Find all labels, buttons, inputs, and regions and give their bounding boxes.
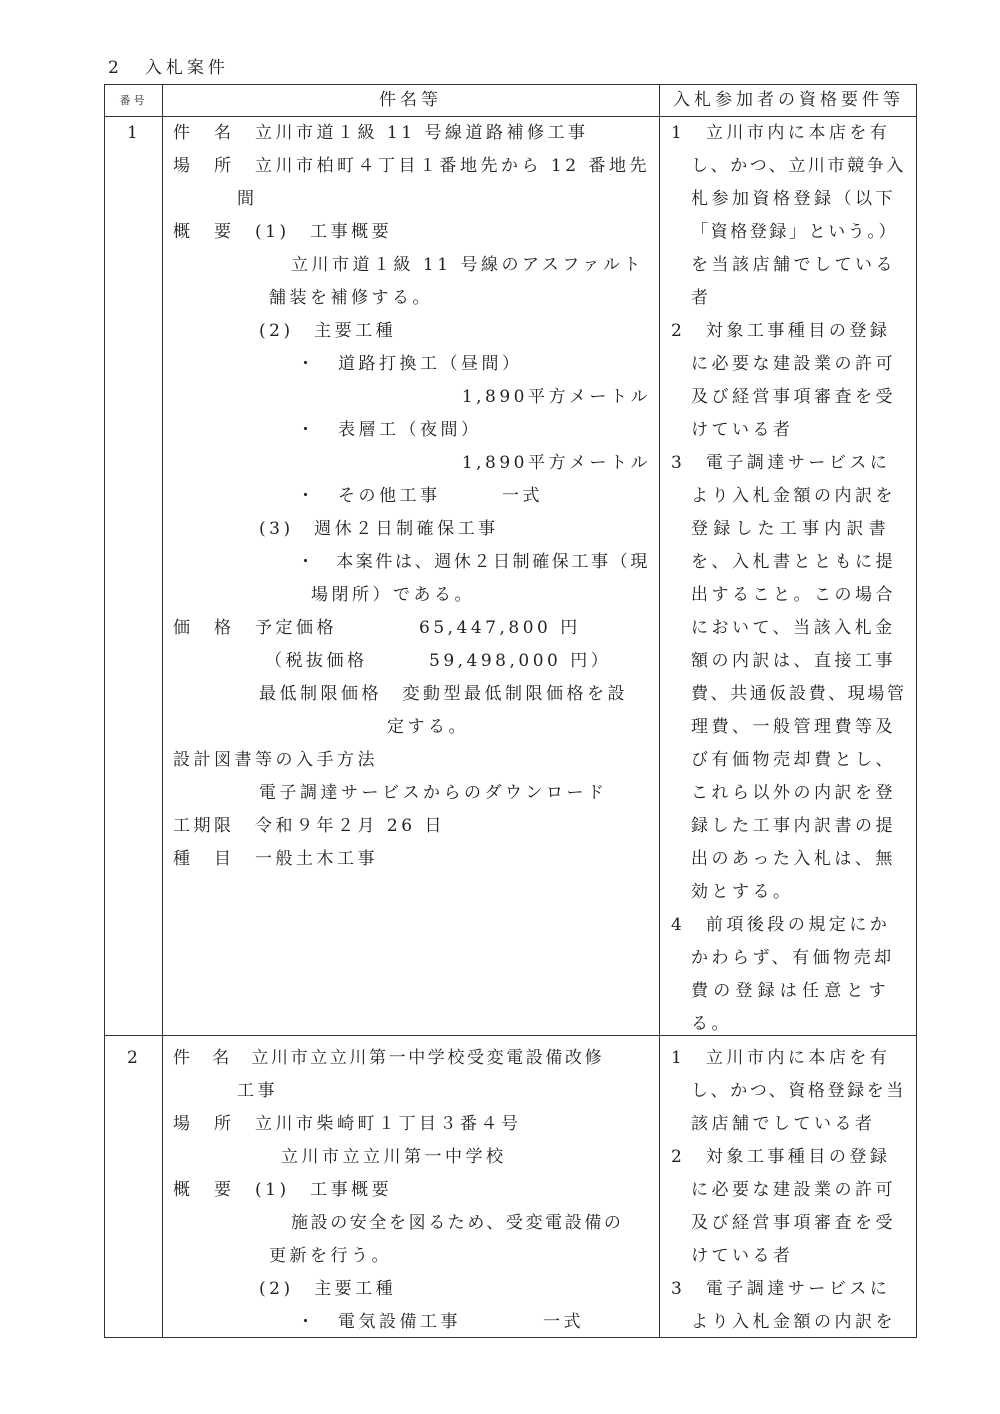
subject-line: 施設の安全を図るため、受変電設備の — [291, 1213, 624, 1233]
qual-line: 4 前項後段の規定にか — [671, 915, 891, 935]
qual-line: 費、共通仮設費、現場管 — [691, 684, 907, 704]
qual-line: 2 対象工事種目の登録 — [671, 321, 891, 341]
subject-line: 概 要 (1) 工事概要 — [173, 1180, 393, 1200]
subject-line: 定する。 — [387, 717, 469, 737]
qual-line: 2 対象工事種目の登録 — [671, 1147, 891, 1167]
qual-line: 効とする。 — [691, 882, 794, 902]
subject-cell — [173, 1042, 651, 1339]
section-heading — [108, 53, 229, 78]
qualification-cell — [671, 117, 911, 1041]
qualification-cell — [671, 1042, 911, 1339]
qual-line: けている者 — [691, 1246, 794, 1266]
qual-line: 1 立川市内に本店を有 — [671, 123, 891, 143]
subject-line: 電子調達サービスからのダウンロード — [259, 783, 608, 803]
qual-line: において、当該入札金 — [691, 618, 896, 638]
subject-line: （税抜価格 59,498,000 円） — [265, 651, 612, 671]
qual-line: し、かつ、立川市競争入 — [691, 156, 906, 176]
qual-line: より入札金額の内訳を — [691, 1312, 896, 1332]
subject-line: 立川市道１級 11 号線のアスファルト — [291, 255, 644, 275]
row-number: 2 — [127, 1048, 142, 1068]
qual-line: 3 電子調達サービスに — [671, 1279, 891, 1299]
subject-line: ・ 本案件は、週休２日制確保工事（現 — [297, 552, 650, 572]
qual-line: び有価物売却費とし、 — [691, 750, 896, 770]
header-qualification: 入札参加者の資格要件等 — [673, 90, 904, 110]
qual-line: 理費、一般管理費等及 — [691, 717, 896, 737]
qual-line: し、かつ、資格登録を当 — [691, 1081, 906, 1101]
subject-line: 工期限 令和９年２月 26 日 — [173, 816, 445, 836]
column-divider — [659, 85, 660, 1337]
row-number: 1 — [127, 123, 142, 143]
subject-line: 立川市立立川第一中学校 — [281, 1147, 507, 1167]
subject-line: 種 目 一般土木工事 — [173, 849, 378, 869]
subject-line: ・ 道路打換工（昼間） — [297, 354, 523, 374]
section-title: 入札案件 — [144, 58, 229, 78]
subject-line: 場閉所）である。 — [311, 585, 475, 605]
subject-line: 1,890平方メートル — [461, 453, 651, 473]
header-no: 番号 — [119, 94, 148, 107]
qual-line: けている者 — [691, 420, 794, 440]
header-subject: 件名等 — [379, 90, 442, 110]
subject-line: 工事 — [237, 1081, 278, 1101]
qual-line: 3 電子調達サービスに — [671, 453, 891, 473]
subject-line: 設計図書等の入手方法 — [173, 750, 378, 770]
subject-line: 価 格 予定価格 65,447,800 円 — [173, 618, 581, 638]
subject-line: ・ その他工事 一式 — [297, 486, 543, 506]
subject-line: (2) 主要工種 — [259, 1279, 397, 1299]
section-number: 2 — [108, 58, 123, 78]
subject-line: ・ 表層工（夜間） — [297, 420, 482, 440]
qual-line: 出のあった入札は、無 — [691, 849, 896, 869]
subject-line: 間 — [237, 189, 258, 209]
subject-line: 件 名 立川市道１級 11 号線道路補修工事 — [173, 123, 589, 143]
column-divider — [162, 85, 163, 1337]
subject-line: 更新を行う。 — [269, 1246, 392, 1266]
qual-line: 及び経営事項審査を受 — [691, 387, 896, 407]
qual-line: 「資格登録」という。） — [691, 222, 899, 242]
subject-line: 舗装を補修する。 — [269, 288, 433, 308]
qual-line: 者 — [691, 288, 712, 308]
qual-line: 額の内訳は、直接工事 — [691, 651, 896, 671]
qual-line: より入札金額の内訳を — [691, 486, 896, 506]
qual-line: かわらず、有価物売却 — [691, 948, 895, 968]
qual-line: に必要な建設業の許可 — [691, 1180, 896, 1200]
qual-line: を、入札書とともに提 — [691, 552, 896, 572]
qual-line: 出すること。この場合 — [691, 585, 896, 605]
subject-line: 場 所 立川市柏町４丁目１番地先から 12 番地先 — [173, 156, 650, 176]
qual-line: 費の登録は任意とす — [691, 981, 891, 1001]
subject-line: 概 要 (1) 工事概要 — [173, 222, 393, 242]
qual-line: に必要な建設業の許可 — [691, 354, 896, 374]
qual-line: 該店舗でしている者 — [691, 1114, 876, 1134]
subject-line: 場 所 立川市柴崎町１丁目３番４号 — [173, 1114, 522, 1134]
subject-line: 件 名 立川市立立川第一中学校受変電設備改修 — [173, 1048, 605, 1068]
qual-line: これら以外の内訳を登 — [691, 783, 896, 803]
qual-line: 1 立川市内に本店を有 — [671, 1048, 891, 1068]
subject-line: 1,890平方メートル — [461, 387, 651, 407]
qual-line: を当該店舗でしている — [691, 255, 896, 275]
subject-line: ・ 電気設備工事 一式 — [297, 1312, 584, 1332]
subject-line: (2) 主要工種 — [259, 321, 397, 341]
bid-table — [104, 84, 917, 1338]
qual-line: 札参加資格登録（以下 — [691, 189, 896, 209]
qual-line: 登録した工事内訳書 — [691, 519, 891, 539]
qual-line: 録した工事内訳書の提 — [691, 816, 896, 836]
subject-cell — [173, 117, 651, 876]
subject-line: (3) 週休２日制確保工事 — [259, 519, 499, 539]
qual-line: る。 — [691, 1014, 732, 1034]
subject-line: 最低制限価格 変動型最低制限価格を設 — [259, 684, 628, 704]
qual-line: 及び経営事項審査を受 — [691, 1213, 896, 1233]
